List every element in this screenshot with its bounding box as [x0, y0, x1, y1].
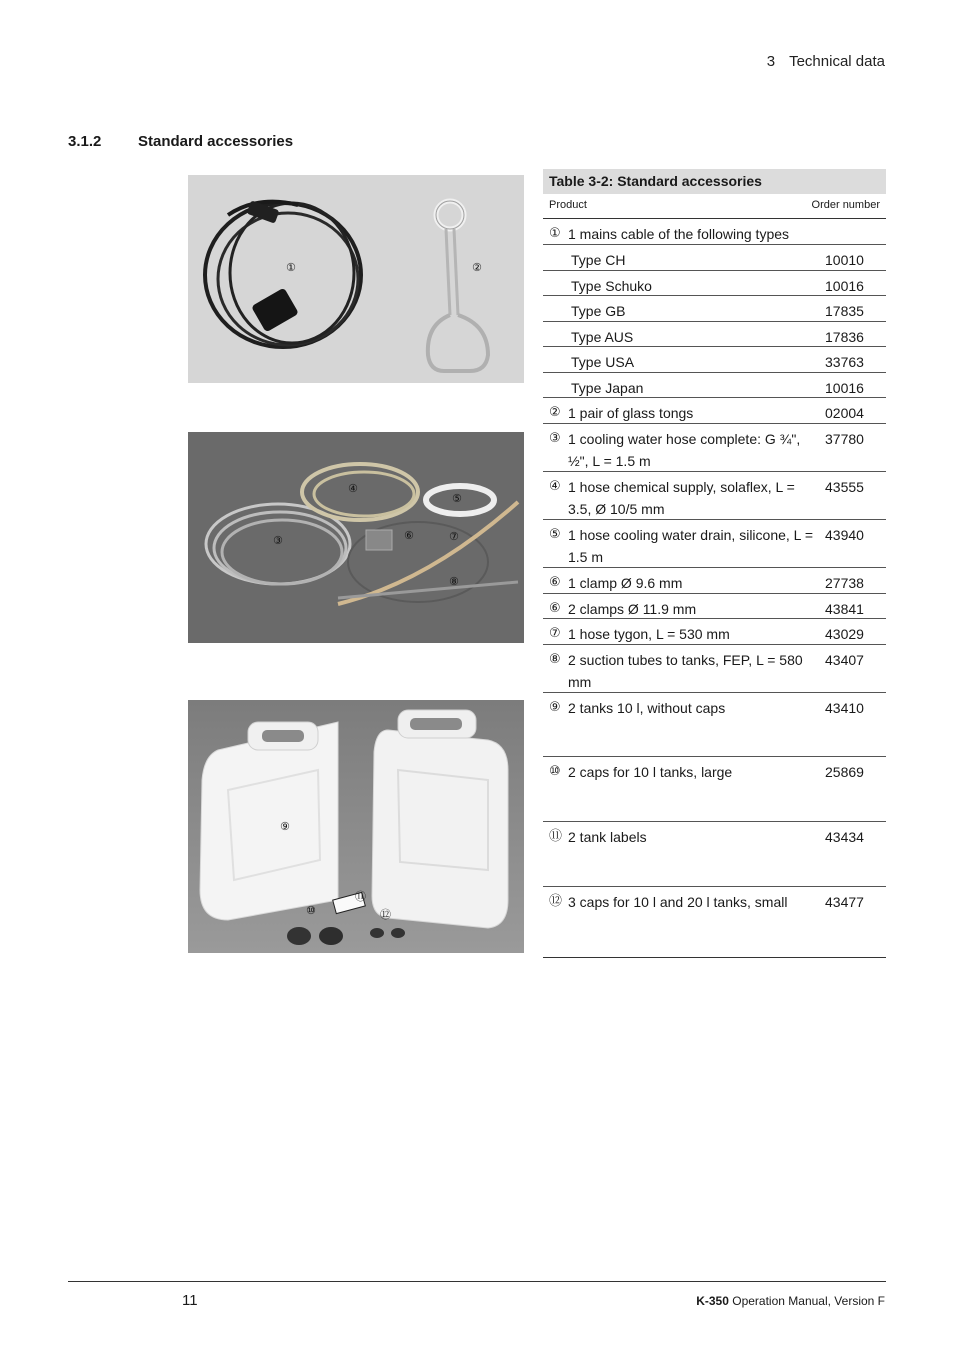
column-header-product: Product	[549, 199, 587, 211]
row-product: Type Japan	[571, 380, 644, 396]
row-product: Type CH	[571, 252, 626, 268]
row-marker: ⑦	[549, 626, 561, 641]
row-order: 43407	[825, 652, 864, 668]
row-product: 1 mains cable of the following types	[568, 226, 790, 242]
row-order	[825, 219, 886, 244]
row-order: 17835	[825, 303, 864, 319]
table-header	[543, 194, 886, 219]
row-marker: ⑧	[549, 652, 561, 667]
row-marker: ⑥	[549, 601, 561, 616]
row-product: 1 clamp Ø 9.6 mm	[568, 575, 683, 591]
table-row	[543, 271, 886, 296]
row-order: 17836	[825, 329, 864, 345]
hoses-illustration	[188, 432, 524, 643]
row-order: 43029	[825, 626, 864, 642]
row-product: 2 clamps Ø 11.9 mm	[568, 601, 697, 617]
table-row	[543, 322, 886, 347]
photo-cable-tongs	[188, 175, 524, 383]
cable-tongs-illustration	[188, 175, 524, 383]
table-row	[543, 373, 886, 398]
row-marker: ⑫	[549, 894, 563, 909]
accessories-table	[543, 169, 886, 958]
footer-model: K-350	[696, 1294, 729, 1308]
running-header	[767, 53, 885, 70]
callout-3: ③	[273, 534, 283, 547]
callout-5: ⑤	[452, 492, 462, 505]
footer-doc: Operation Manual, Version F	[732, 1294, 885, 1308]
callout-10: ⑩	[306, 904, 316, 917]
row-order: 43410	[825, 700, 864, 716]
footer-document-title	[696, 1294, 885, 1308]
table-row	[543, 347, 886, 373]
row-product: 1 pair of glass tongs	[568, 405, 694, 421]
table-row	[543, 245, 886, 271]
table-row	[543, 219, 886, 245]
table-row	[543, 568, 886, 594]
row-product: 2 tanks 10 l, without caps	[568, 700, 726, 716]
callout-7: ⑦	[449, 530, 459, 543]
table-row	[543, 472, 886, 520]
photo-tanks-caps	[188, 700, 524, 953]
callout-1: ①	[286, 261, 296, 274]
row-order: 10016	[825, 380, 864, 396]
row-order: 43477	[825, 894, 864, 910]
row-product: Type AUS	[571, 329, 634, 345]
row-product: 1 hose tygon, L = 530 mm	[568, 626, 730, 642]
footer-divider	[68, 1281, 886, 1282]
row-marker: ①	[549, 226, 561, 241]
row-order: 37780	[825, 431, 864, 447]
table-row	[543, 398, 886, 424]
section-heading	[68, 133, 293, 150]
row-marker: ⑤	[549, 527, 561, 542]
callout-6: ⑥	[404, 529, 414, 542]
table-row	[543, 619, 886, 645]
row-product: 2 suction tubes to tanks, FEP, L = 580 mm	[568, 652, 803, 690]
row-order: 43841	[825, 601, 864, 617]
row-order: 10016	[825, 278, 864, 294]
section-title: Standard accessories	[138, 133, 294, 150]
row-order: 25869	[825, 764, 864, 780]
chapter-title: Technical data	[789, 53, 885, 70]
row-product: 1 cooling water hose complete: G ¾", ½", L = 1.5 m	[568, 431, 801, 469]
row-order: 43555	[825, 479, 864, 495]
row-product: Type Schuko	[571, 278, 652, 294]
row-order: 27738	[825, 575, 864, 591]
photo-hoses-clamps	[188, 432, 524, 643]
row-marker: ③	[549, 431, 561, 446]
row-marker: ⑥	[549, 575, 561, 590]
row-order: 02004	[825, 405, 864, 421]
row-marker: ⑩	[549, 764, 561, 779]
row-marker: ⑨	[549, 700, 561, 715]
row-product: 1 hose cooling water drain, silicone, L = 1.5 m	[568, 527, 814, 565]
tanks-illustration	[188, 700, 524, 953]
row-marker: ④	[549, 479, 561, 494]
table-row	[543, 693, 886, 757]
chapter-number: 3	[766, 53, 776, 70]
row-marker: ②	[549, 405, 561, 420]
row-order: 33763	[825, 354, 864, 370]
row-order: 43940	[825, 527, 864, 543]
table-caption: Table 3-2: Standard accessories	[543, 169, 886, 194]
callout-2: ②	[472, 261, 482, 274]
callout-4: ④	[348, 482, 358, 495]
table-row	[543, 887, 886, 958]
row-product: 2 tank labels	[568, 829, 647, 845]
row-marker: ⑪	[549, 829, 563, 844]
table-row	[543, 594, 886, 619]
table-row	[543, 296, 886, 322]
table-row	[543, 645, 886, 693]
callout-11: ⑪	[355, 890, 366, 903]
callout-12: ⑫	[380, 908, 391, 921]
row-product: 2 caps for 10 l tanks, large	[568, 764, 733, 780]
callout-8: ⑧	[449, 575, 459, 588]
section-number: 3.1.2	[68, 133, 102, 150]
row-product: 3 caps for 10 l and 20 l tanks, small	[568, 894, 788, 910]
table-row	[543, 757, 886, 822]
row-product: Type GB	[571, 303, 626, 319]
callout-9: ⑨	[280, 820, 290, 833]
row-product: 1 hose chemical supply, solaflex, L = 3.5, Ø 10/5 mm	[568, 479, 795, 517]
table-row	[543, 520, 886, 568]
page-number: 11	[182, 1292, 198, 1309]
row-order: 10010	[825, 252, 864, 268]
column-header-order: Order number	[811, 199, 880, 211]
row-order: 43434	[825, 829, 864, 845]
table-row	[543, 822, 886, 887]
table-row	[543, 424, 886, 472]
row-product: Type USA	[571, 354, 635, 370]
